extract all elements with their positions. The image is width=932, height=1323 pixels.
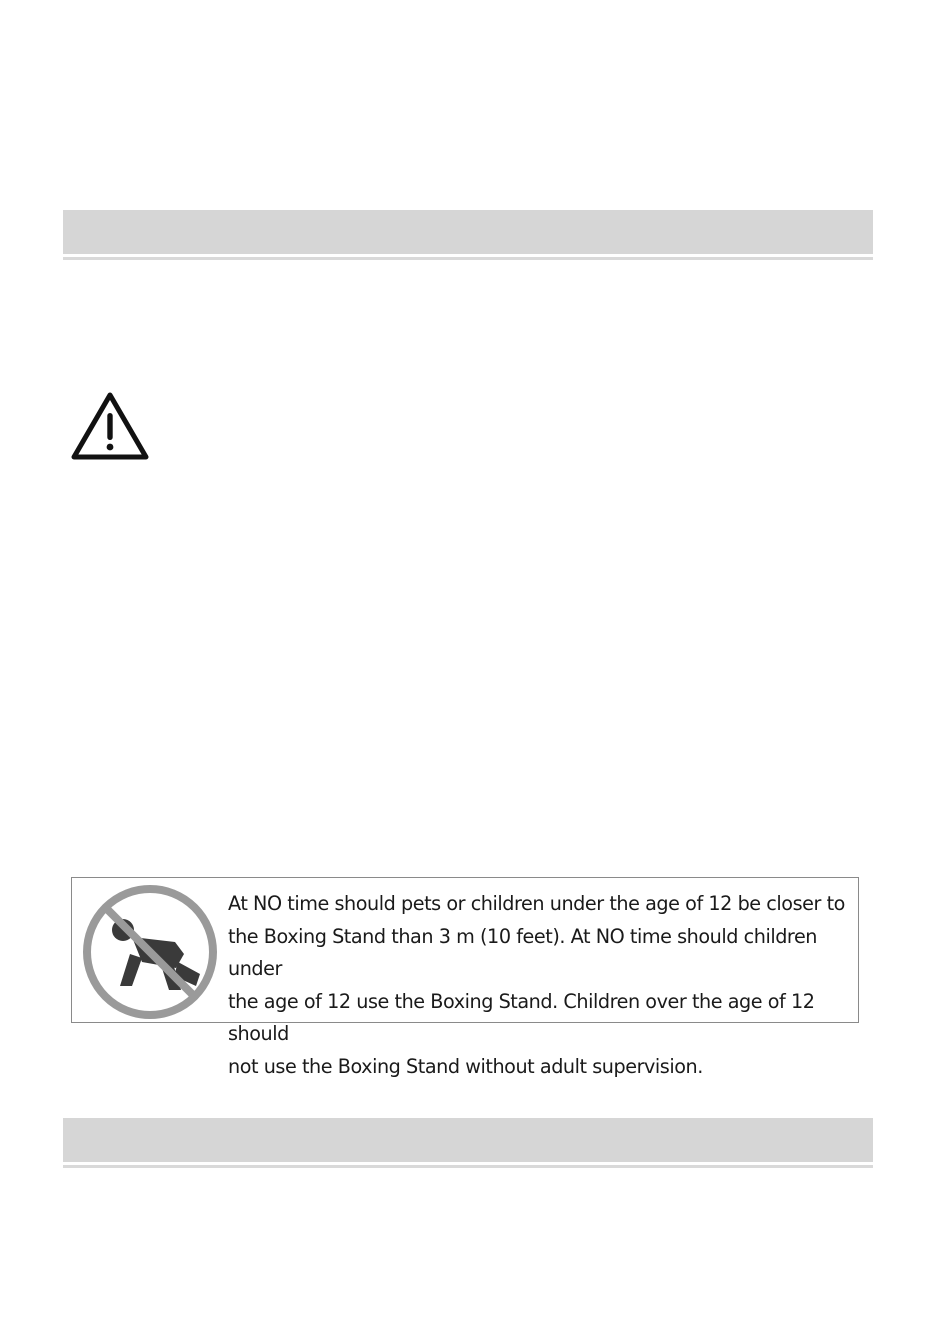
notice-text: At NO time should pets or children under the age of 12 be closer to the Boxing Stand than 3 m (10 feet). At NO time should children under the age of 12 use the Boxing Stand. Children over the age of 12 should not use the Boxing Stand without adult supervision. xyxy=(228,892,845,1078)
section-header-bar-top xyxy=(63,210,873,254)
child-safety-notice xyxy=(71,877,859,1078)
section-divider-top xyxy=(63,257,873,260)
no-children-icon xyxy=(80,882,220,1022)
warning-triangle-icon xyxy=(71,391,149,461)
section-divider-bottom xyxy=(63,1165,873,1168)
section-header-bar-bottom xyxy=(63,1118,873,1162)
